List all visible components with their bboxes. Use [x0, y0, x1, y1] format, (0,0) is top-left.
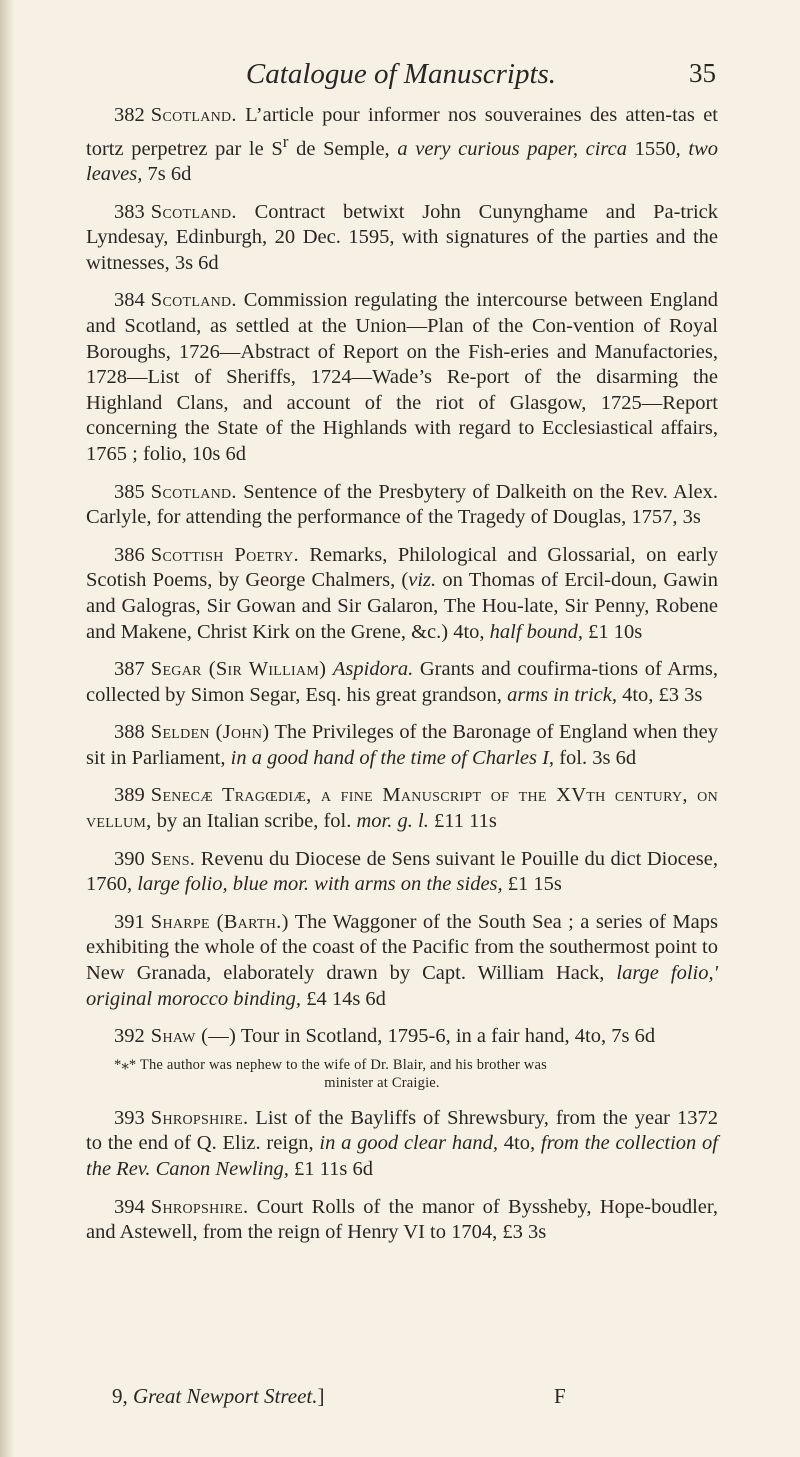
imprint-street: Great Newport Street.	[133, 1384, 318, 1408]
entry-383	[86, 200, 718, 277]
lot-number: 382	[114, 104, 145, 126]
entry-text	[326, 658, 333, 680]
entry-text: 1550,	[626, 137, 689, 160]
entry-text: The Waggoner of the South Sea ; a series of Maps exhibiting the whole of the coast of the Pacific from the southermost point to New Granada, elaborately drawn by Capt. William Hack,	[86, 910, 718, 985]
page-footer	[112, 1384, 672, 1414]
entry-italic: in a good hand of the time of Charles I,	[230, 746, 555, 769]
entry-text: The Privileges of the Baronage of England when they sit in Parliament,	[86, 721, 719, 769]
entry-text: 4to,	[497, 1132, 541, 1155]
page-header	[86, 58, 716, 98]
entry-heading: Scottish Poetry.	[150, 543, 299, 566]
page-binding-shadow	[0, 0, 14, 1457]
publisher-imprint	[112, 1384, 325, 1409]
entry-price: 4to, £3 3s	[616, 683, 703, 706]
entry-text: Tour in Scotland, 1795-6, in a fair hand, 4to, 7s 6d	[236, 1025, 656, 1048]
lot-number: 391	[114, 910, 145, 933]
entry-price: £1 10s	[583, 620, 643, 643]
entry-italic: a very curious paper, circa	[397, 137, 627, 160]
entry-text: List of the Bayliffs of Shrewsbury, from the year 1372 to the end of Q. Eliz. reign,	[86, 1106, 718, 1155]
signature-mark: F	[554, 1384, 566, 1408]
entry-392	[86, 1024, 718, 1050]
lot-number: 386	[114, 543, 145, 566]
footnote-text-continued: minister at Craigie.	[324, 1074, 440, 1091]
footnote-text: The author was nephew to the wife of Dr. Blair, and his brother was	[136, 1056, 547, 1073]
entry-393	[86, 1106, 718, 1183]
entry-heading: Scotland.	[150, 200, 237, 223]
lot-number: 389	[114, 784, 145, 807]
entry-price: £4 14s 6d	[301, 987, 386, 1010]
entry-heading: Sharpe (Barth.)	[150, 910, 289, 933]
lot-number: 385	[114, 480, 145, 503]
entry-heading: Segar (Sir William)	[150, 658, 327, 681]
entry-386	[86, 543, 718, 645]
entry-italic: two leaves,	[86, 137, 718, 186]
running-title: Catalogue of Manuscripts.	[245, 58, 557, 90]
lot-number: 392	[114, 1025, 145, 1048]
entry-382	[86, 103, 718, 188]
entry-text: Contract betwixt John Cunynghame and Pa-trick Lyndesay, Edinburgh, 20 Dec. 1595, with signatures of the parties and the witnesses, 3s 6d	[86, 200, 718, 274]
entry-heading: Sens.	[150, 847, 196, 870]
entry-text: by an Italian scribe, fol.	[151, 810, 357, 833]
entry-italic: viz.	[408, 569, 437, 592]
entry-text: Sentence of the Presbytery of Dalkeith on the Rev. Alex. Carlyle, for attending the performance of the Tragedy of Douglas, 1757, 3s	[86, 480, 718, 529]
entry-388	[86, 720, 718, 771]
entry-text: Grants and coufirma-tions of Arms, collected by Simon Segar, Esq. his great grandson,	[86, 658, 718, 706]
lot-number: 393	[114, 1106, 145, 1129]
entry-text: on Thomas of Ercil-doun, Gawin and Galogras, Sir Gowan and Sir Galaron, The Hou-late, Sir Penny, Robene and Makene, Christ Kirk on the Grene, &c.) 4to,	[86, 569, 718, 643]
entry-italic: half bound,	[489, 620, 584, 643]
entry-heading: Shropshire.	[150, 1106, 249, 1129]
entry-text: Commission regulating the intercourse between England and Scotland, as settled at the Union—Plan of the Con-vention of Royal Boroughs, 1726—Abstract of Report on the Fish-eries and Manufactories, 1728—List of Sheriffs, 1724—Wade’s Re-port of the disarming the Highland Clans, and account of the riot of Glasgow, 1725—Report concerning the State of the Highlands with regard to Ecclesiastical affairs, 1765 ; folio, 10s 6d	[86, 289, 718, 465]
entry-italic: arms in trick,	[507, 683, 617, 706]
entry-389	[86, 783, 718, 834]
entry-text: Revenu du Diocese de Sens suivant le Pouille du dict Diocese, 1760,	[86, 847, 718, 896]
page-number: 35	[689, 58, 716, 88]
entry-394	[86, 1195, 718, 1246]
imprint-number: 9,	[112, 1384, 128, 1408]
entry-heading: Scotland.	[150, 289, 237, 312]
catalogue-entries	[86, 103, 718, 1258]
lot-number: 387	[114, 658, 145, 681]
entry-heading: Scotland.	[150, 104, 237, 126]
lot-number: 384	[114, 289, 145, 312]
entry-385	[86, 480, 718, 531]
entry-387	[86, 657, 718, 708]
entry-text: Court Rolls of the manor of Byssheby, Hope-boudler, and Astewell, from the reign of Henry VI to 1704, £3 3s	[86, 1195, 718, 1244]
entry-price: £1 11s 6d	[288, 1158, 373, 1181]
lot-number: 383	[114, 200, 145, 223]
entry-text: L’article pour informer nos souveraines des atten-tas et tortz perpetrez par le S	[86, 104, 718, 160]
entry-heading: Shropshire.	[150, 1195, 249, 1218]
entry-price: fol. 3s 6d	[554, 746, 637, 769]
entry-text: Remarks, Philological and Glossarial, on early Scotish Poems, by George Chalmers, (	[86, 543, 719, 592]
entry-price: £11 11s	[428, 810, 497, 833]
entry-391	[86, 910, 718, 1012]
superscript: r	[282, 131, 289, 151]
entry-heading: Shaw (—)	[150, 1025, 237, 1048]
entry-italic: Aspidora.	[332, 658, 414, 681]
lot-number: 394	[114, 1195, 145, 1218]
entry-italic: mor. g. l.	[356, 810, 429, 833]
entry-heading: Senecæ Tragœdiæ, a fine Manuscript of the XVth century, on vellum,	[86, 784, 718, 833]
asterism-mark: *⁎*	[114, 1056, 137, 1073]
entry-italic: in a good clear hand,	[319, 1132, 498, 1155]
entry-price: £1 15s	[502, 873, 562, 896]
imprint-bracket: ]	[317, 1384, 325, 1408]
footnote	[86, 1056, 718, 1092]
entry-italic: from the collection of the Rev. Canon Newling,	[86, 1132, 718, 1181]
lot-number: 388	[114, 721, 145, 744]
lot-number: 390	[114, 847, 145, 870]
entry-390	[86, 847, 718, 898]
entry-italic: large folio, blue mor. with arms on the sides,	[137, 873, 503, 896]
entry-384	[86, 288, 718, 467]
entry-heading: Scotland.	[150, 480, 237, 503]
entry-italic: large folio,' original morocco binding,	[86, 962, 718, 1010]
entry-text: de Semple,	[288, 137, 398, 160]
entry-heading: Selden (John)	[150, 721, 270, 744]
entry-price: 7s 6d	[142, 163, 192, 186]
